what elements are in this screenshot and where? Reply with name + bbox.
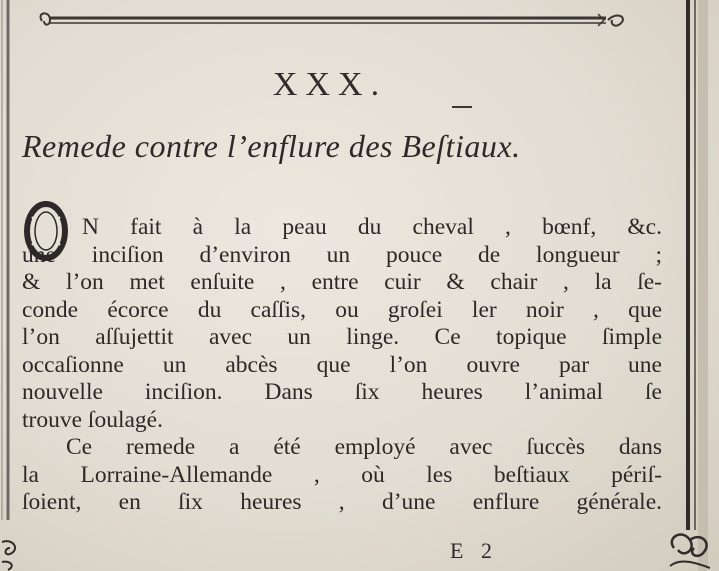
body-line: nouvelle inciſion. Dans ſix heures l’animal ſe	[22, 379, 662, 405]
right-border-ornament	[678, 0, 708, 571]
body-line: Ce remede a été employé avec ſuccès dans	[66, 434, 662, 460]
body-line: l’on aſſujettit avec un linge. Ce topique ſimple	[22, 324, 662, 350]
body-line: trouve ſoulagé.	[22, 406, 163, 433]
drop-cap-letter: O	[45, 238, 47, 239]
body-line: & l’on met enſuite , entre cuir & chair , la ſe-	[22, 269, 662, 295]
top-ornamental-rule	[36, 10, 626, 32]
body-line: N fait à la peau du cheval , bœnf, &c.	[82, 214, 662, 240]
body-line: la Lorraine-Allemande , où les beſtiaux périſ-	[22, 461, 662, 488]
body-line: une inciſion d’environ un pouce de longueur ;	[22, 241, 662, 268]
recipe-title: Remede contre l’enflure des Beſtiaux.	[22, 128, 521, 164]
body-line: ſoient, en ſix heures , d’une enflure générale.	[22, 489, 662, 515]
body-line: conde écorce du caſſis, ou groſei ler noir , que	[22, 296, 662, 323]
signature-mark: E 2	[450, 538, 498, 563]
left-flourish-ornament	[0, 532, 22, 571]
chapter-numeral: XXX.	[272, 66, 388, 103]
printer-mark	[452, 104, 472, 110]
recipe-body	[22, 214, 662, 517]
corner-flourish-ornament	[664, 518, 714, 571]
body-line: occaſionne un abcès que l’on ouvre par une	[22, 351, 662, 378]
